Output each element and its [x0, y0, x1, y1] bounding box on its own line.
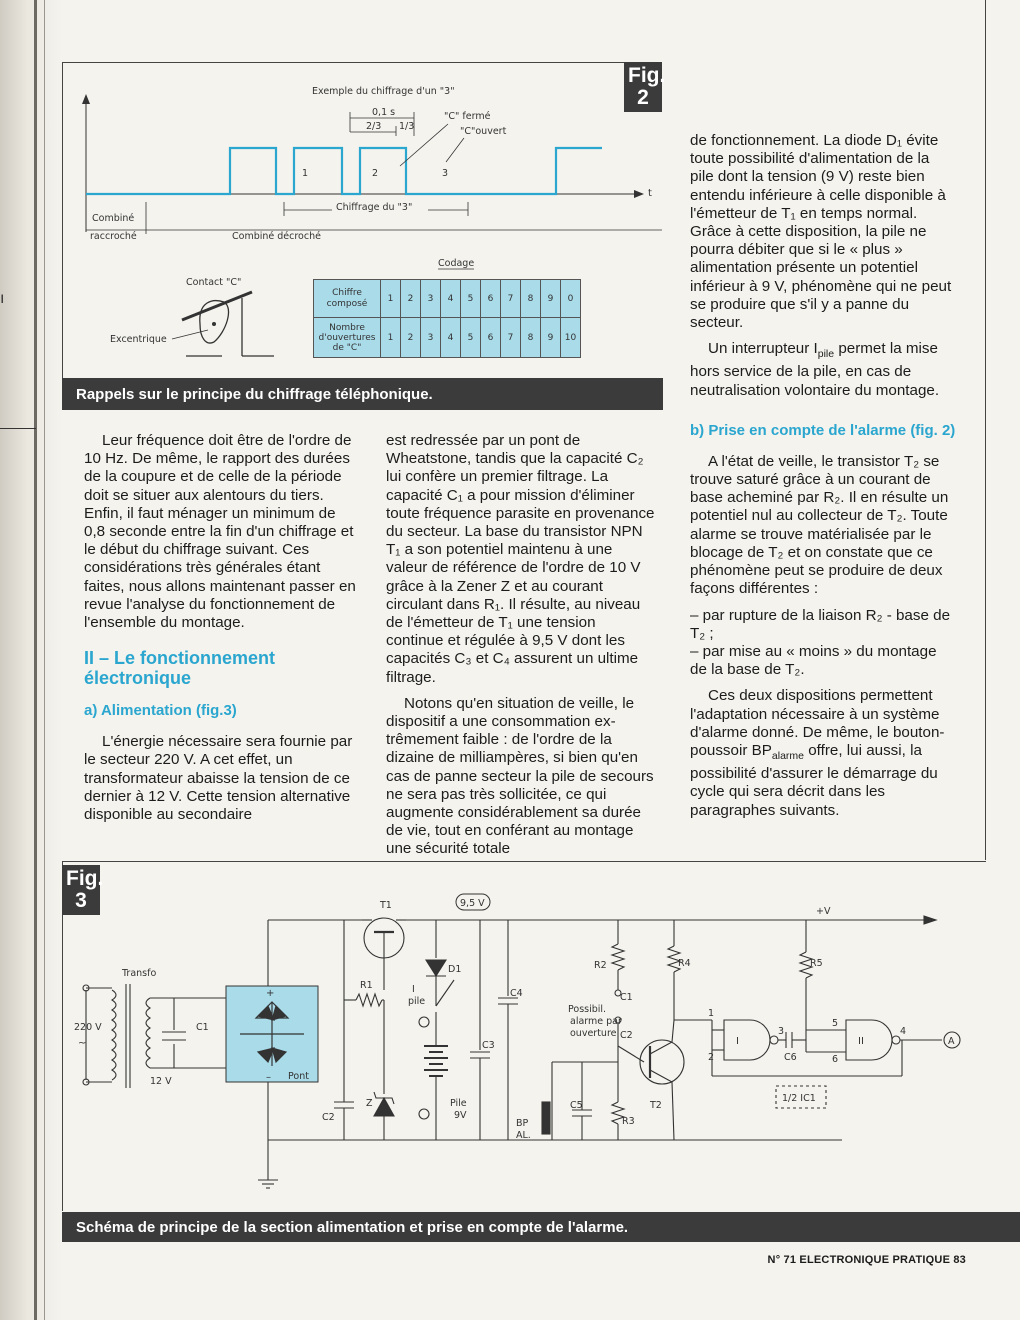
label-pile-9v: 9V — [454, 1110, 467, 1121]
table-cell: 0 — [561, 280, 581, 318]
table-cell: 5 — [461, 318, 481, 358]
table-cell: 1 — [381, 318, 401, 358]
table-cell: 2 — [401, 318, 421, 358]
label-output-a: A — [948, 1036, 955, 1047]
col3-paragraph-4 — [690, 687, 956, 819]
table-row — [314, 318, 581, 358]
column-3 — [690, 132, 956, 828]
label-possibil: Possibil. — [568, 1004, 607, 1015]
label-9v5: 9,5 V — [460, 898, 485, 909]
fig2-chiffrage-label: Chiffrage du "3" — [336, 202, 413, 213]
table-cell: 4 — [441, 280, 461, 318]
fig2-c-ouvert: "C"ouvert — [460, 126, 507, 137]
table-cell: 10 — [561, 318, 581, 358]
col3-paragraph-3: A l'état de veille, le transistor T₂ se trouve saturé grâce à un courant de base acheminé par R₂. Il en résulte un potentiel nul au collecteur de T₂. Toute alarme se trouve matérialisée par le blocage de T₂ et on constate que ce phénomène peut se produire de deux façons différentes : — [690, 452, 949, 598]
label-pin-5: 5 — [832, 1018, 839, 1029]
fig2-frac-13: 1/3 — [399, 121, 415, 132]
schematic-labels — [74, 894, 955, 1141]
label-c3: C3 — [482, 1040, 495, 1051]
label-pile: Pile — [450, 1098, 467, 1109]
text-run: permet la mise hors service de la pile, en cas de neutralisation volontaire du montage. — [690, 340, 940, 399]
fig2-decroche: Combiné décroché — [232, 231, 321, 242]
text-run: offre, lui aussi, la possibilité d'assurer le démarrage du cycle qui sera décrit dans les paragraphes suivants. — [690, 741, 938, 819]
subscript: pile — [817, 348, 835, 361]
table-cell: 9 — [541, 280, 561, 318]
text-run: Un interrupteur I — [708, 340, 818, 358]
fig2-c-ferme: "C" fermé — [444, 111, 491, 122]
page-spine — [0, 0, 62, 1320]
row-header-line: composé — [326, 298, 368, 309]
label-pin-2: 2 — [708, 1052, 715, 1063]
table-cell: 1 — [381, 280, 401, 318]
fig2-frac-23: 2/3 — [366, 121, 382, 132]
table-cell: 5 — [461, 280, 481, 318]
table-cell: 4 — [441, 318, 461, 358]
fig2-title: Exemple du chiffrage d'un "3" — [312, 86, 455, 97]
fig2-excentrique: Excentrique — [110, 334, 167, 345]
table-cell: 7 — [501, 318, 521, 358]
fig2-contact-label: Contact "C" — [186, 277, 242, 288]
text-run: Ces deux dispositions permettent l'adaptation nécessaire à un système d'alarme donné. De même, le bouton-poussoir BP — [690, 687, 945, 759]
fig2-duration: 0,1 s — [372, 107, 396, 118]
col3-paragraph-2 — [690, 340, 956, 400]
col3-list-item-1: – par rupture de la liaison R₂ - base de T₂ ; — [690, 606, 951, 642]
label-r3: R3 — [622, 1116, 635, 1127]
col3-list-item-2: – par mise au « moins » du montage de la base de T₂. — [690, 642, 937, 679]
label-tilde: ~ — [78, 1038, 87, 1049]
label-contact-c1: C1 — [620, 992, 633, 1003]
label-c1: C1 — [196, 1022, 209, 1033]
fig3-tag-label: Fig. — [66, 867, 104, 890]
label-transfo: Transfo — [122, 968, 157, 979]
fig3-tag-number: 3 — [75, 889, 87, 912]
fig2-codage: Codage — [438, 258, 475, 269]
label-gate-2: II — [858, 1036, 864, 1047]
column-1 — [84, 432, 356, 832]
right-frame-rule — [985, 0, 986, 860]
fig2-combine: Combiné — [92, 213, 135, 224]
section-heading-2: II – Le fonctionnement électronique — [84, 648, 276, 689]
table-cell: 8 — [521, 280, 541, 318]
label-gate-1: I — [736, 1036, 739, 1047]
col2-paragraph-1: est redressée par un pont de Wheatstone, tandis que la capacité C₂ lui confère un premier filtrage. La capacité C₁ a pour mission d'éliminer toute fréquence parasite en provenance du secteur. La base du transistor NPN T₁ a son potentiel maintenu à une valeur de référence de l'ordre de 10 V grâce à la Zener Z et au courant circulant dans R₁. Il résulte, au niveau de l'émetteur de T₁ une tension continue et régulée à 9,5 V dont les capacités C₃ et C₄ assurent un ultime filtrage. — [386, 432, 655, 686]
subsection-heading-a: a) Alimentation (fig.3) — [84, 702, 237, 720]
fig2-pulse-1: 1 — [302, 168, 309, 179]
label-ipile-i: I — [412, 984, 415, 995]
col2-paragraph-2: Notons qu'en situation de veille, le dispositif a une consommation extrêmement faible : de l'ordre de la dizaine de milliampères, si bien qu'en cas de panne secteur la pile de secours ne sera pas très sollicitée, ce qui augmente considérablement sa durée de vie, tout en conférant au montage une sécurité totale — [386, 694, 654, 858]
label-pin-3: 3 — [778, 1026, 785, 1037]
table-cell: 6 — [481, 280, 501, 318]
label-c2: C2 — [322, 1112, 335, 1123]
fig2-tag-number: 2 — [637, 86, 649, 109]
spine-line — [34, 0, 37, 1320]
table-cell: 6 — [481, 318, 501, 358]
row-header-line: d'ouvertures — [318, 332, 376, 343]
label-pont: Pont — [288, 1071, 309, 1082]
spine-line-inner — [44, 0, 45, 1320]
label-plus-v: +V — [816, 906, 831, 917]
label-r5: R5 — [810, 958, 823, 969]
label-d1: D1 — [448, 964, 462, 975]
page-footer: N° 71 ELECTRONIQUE PRATIQUE 83 — [767, 1254, 966, 1266]
fig2-pulse-2: 2 — [372, 168, 379, 179]
label-t1: T1 — [380, 900, 392, 911]
fig2-caption: Rappels sur le principe du chiffrage téléphonique. — [62, 378, 663, 410]
label-pin-6: 6 — [832, 1054, 839, 1065]
label-contact-c2: C2 — [620, 1030, 633, 1041]
column-2 — [386, 432, 656, 867]
fig2-raccroche: raccroché — [90, 231, 137, 242]
row-header-line: Nombre — [329, 322, 365, 333]
fig3-schematic — [62, 880, 982, 1210]
table-cell: 8 — [521, 318, 541, 358]
spine-rule — [0, 428, 36, 429]
row-header-chiffre — [314, 280, 381, 318]
col1-paragraph-2: L'énergie nécessaire sera fournie par le secteur 220 V. A cet effet, un transformateur abaisse la tension de ce dernier à 12 V. Cette tension alternative disponible au secondaire — [84, 733, 353, 824]
table-cell: 2 — [401, 280, 421, 318]
table-row — [314, 280, 581, 318]
subscript: alarme — [771, 749, 804, 762]
table-cell: 3 — [421, 280, 441, 318]
row-header-line: Chiffre — [332, 287, 362, 298]
fig2-tag-label: Fig. — [628, 64, 666, 87]
label-r2: R2 — [594, 960, 607, 971]
fig3-caption: Schéma de principe de la section alimentation et prise en compte de l'alarme. — [62, 1212, 1020, 1242]
col1-paragraph-1: Leur fréquence doit être de l'ordre de 10 Hz. De même, le rapport des durées de la coupure et de celle de la période doit se situer aux alentours du tiers. Enfin, il faut ménager un minimum de 0,8 seconde entre la fin d'un chiffrage et le début du chiffrage suivant. Ces considérations très générales étant faites, nous allons maintenant passer en revue l'analyse du fonctionnement de l'ensemble du montage. — [84, 432, 356, 632]
col3-paragraph-1: de fonctionnement. La diode D₁ évite toute possibilité d'alimentation de la pile dont la tension (9 V) reste bien entendu inférieure à celle disponible à l'émetteur de T₁ en temps normal. Grâce à cette disposition, la pile ne pourra débiter que si le « plus » alimentation présente un potentiel inférieur à 9 V, phénomène qui ne peut se produire que s'il y a panne du secteur. — [690, 132, 952, 332]
label-c6: C6 — [784, 1052, 797, 1063]
codage-table — [313, 279, 581, 358]
fig2-t-axis: t — [648, 188, 652, 199]
label-pin-4: 4 — [900, 1026, 907, 1037]
table-cell: 9 — [541, 318, 561, 358]
label-bridge-plus: + — [266, 988, 275, 999]
fig2-pulse-3: 3 — [442, 168, 449, 179]
label-z: Z — [366, 1098, 373, 1109]
label-ic1: 1/2 IC1 — [782, 1093, 816, 1104]
label-12v: 12 V — [150, 1076, 172, 1087]
label-ipile-pile: pile — [408, 996, 426, 1007]
table-cell: 7 — [501, 280, 521, 318]
label-t2: T2 — [650, 1100, 662, 1111]
table-cell: 3 — [421, 318, 441, 358]
label-bp: BP — [516, 1118, 529, 1129]
label-pin-1: 1 — [708, 1008, 715, 1019]
label-r1: R1 — [360, 980, 373, 991]
label-bp-al: AL. — [516, 1130, 531, 1141]
spine-mark: ı — [0, 290, 5, 307]
label-c5: C5 — [570, 1100, 583, 1111]
label-bridge-minus: – — [266, 1072, 271, 1083]
fig3-frame-top — [62, 861, 986, 862]
label-alarme-par: alarme par — [570, 1016, 622, 1027]
subsection-heading-b: b) Prise en compte de l'alarme (fig. 2) — [690, 421, 956, 439]
label-c4: C4 — [510, 988, 523, 999]
row-header-line: de "C" — [332, 342, 362, 353]
label-220v: 220 V — [74, 1022, 102, 1033]
label-ouverture: ouverture — [570, 1028, 617, 1039]
row-header-ouvertures — [314, 318, 381, 358]
label-r4: R4 — [678, 958, 691, 969]
